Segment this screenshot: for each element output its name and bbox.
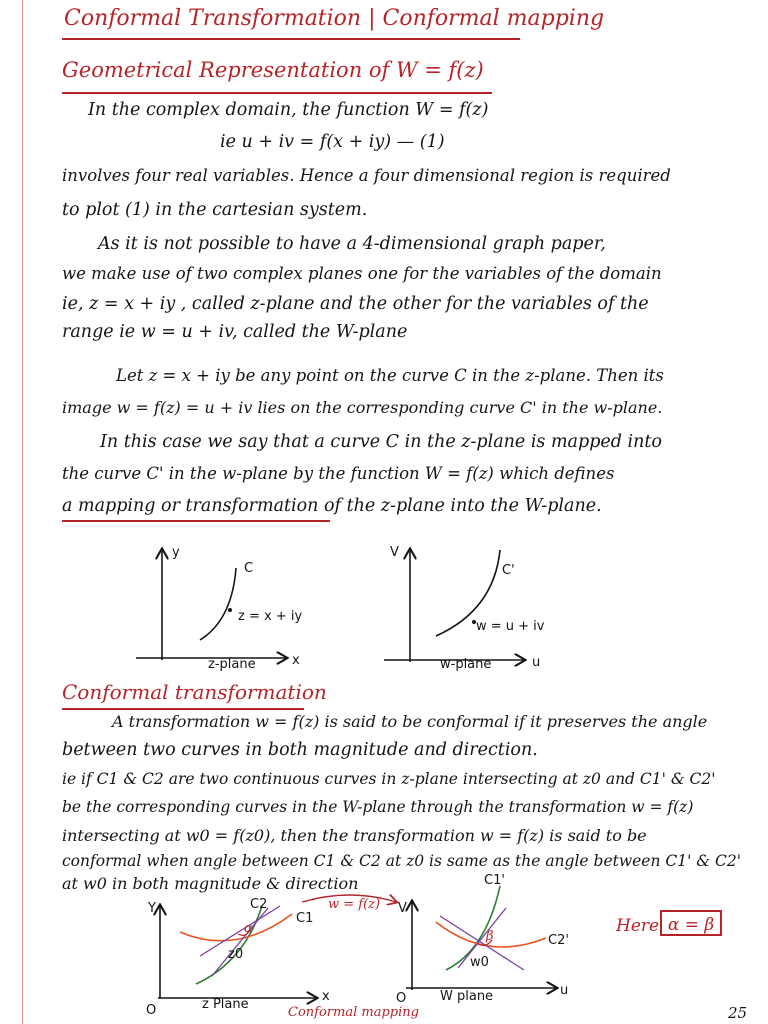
z2-axis-x-label: x [322, 989, 330, 1004]
text-line-9: Let z = x + iy be any point on the curve C in the z-plane. Then its [116, 366, 664, 385]
c2-label: C2 [250, 897, 268, 912]
text-line-5: As it is not possible to have a 4-dimensional graph paper, [98, 234, 606, 254]
text-line-12: the curve C' in the w-plane by the function W = f(z) which defines [62, 464, 615, 483]
text-line-4: to plot (1) in the cartesian system. [62, 200, 368, 220]
text-line-13: a mapping or transformation of the z-plane into the W-plane. [62, 496, 602, 516]
page-subtitle: Geometrical Representation of W = f(z) [62, 58, 484, 82]
mapping-label: w = f(z) [328, 897, 381, 912]
beta-label: β [486, 929, 494, 944]
figure-caption: Conformal mapping [288, 1005, 419, 1020]
w-plane-label: w-plane [440, 657, 492, 672]
z0-label: z0 [228, 947, 244, 962]
z2-origin-label: O [146, 1003, 157, 1018]
text-line-3: involves four real variables. Hence a four dimensional region is required [62, 166, 671, 185]
w0-label: w0 [470, 955, 489, 970]
section-title: Conformal transformation [62, 680, 327, 704]
curve-c-label: C [244, 561, 254, 576]
tangent-c2 [212, 908, 268, 976]
w-plane-angle-graph [396, 873, 569, 1006]
c1-prime-label: C1' [484, 873, 505, 888]
here-equation-box: α = β [660, 910, 722, 936]
conformal-line-1: A transformation w = f(z) is said to be conformal if it preserves the angle [112, 712, 708, 731]
text-line-2: ie u + iv = f(x + iy) — (1) [220, 132, 445, 152]
z-axis-x-label: x [292, 653, 300, 668]
curve-c2 [196, 906, 262, 984]
curve-c-prime-label: C' [502, 563, 515, 578]
w2-axis-u-label: u [560, 983, 569, 998]
conformal-line-2: between two curves in both magnitude and direction. [62, 740, 538, 760]
z-plane-angle-graph [146, 897, 330, 1018]
page-title: Conformal Transformation | Conformal mapping [64, 6, 605, 31]
conformal-line-7: at w0 in both magnitude & direction [62, 874, 359, 893]
text-line-7: ie, z = x + iy , called z-plane and the other for the variables of the [62, 294, 649, 314]
here-label: Here [616, 916, 660, 936]
conformal-line-3: ie if C1 & C2 are two continuous curves in z-plane intersecting at z0 and C1' & C2' [62, 770, 716, 788]
text-line-11: In this case we say that a curve C in the z-plane is mapped into [100, 432, 662, 452]
z-axis-y-label: y [172, 545, 180, 560]
w-axis-u-label: u [532, 655, 541, 670]
w2-plane-label: W plane [440, 989, 494, 1004]
text-line-6: we make use of two complex planes one for the variables of the domain [62, 264, 662, 283]
w-point-label: w = u + iv [476, 619, 545, 634]
z-point-label: z = x + iy [238, 609, 303, 624]
page-number: 25 [728, 1004, 748, 1022]
conformal-line-4: be the corresponding curves in the W-plane through the transformation w = f(z) [62, 798, 694, 816]
text-line-8: range ie w = u + iv, called the W-plane [62, 322, 408, 342]
w2-origin-label: O [396, 991, 407, 1006]
w-axis-v-label: V [390, 545, 399, 560]
curve-c1 [180, 914, 292, 941]
z2-plane-label: z Plane [202, 997, 249, 1012]
text-line-1: In the complex domain, the function W = f(z) [88, 100, 489, 120]
text-line-10: image w = f(z) = u + iv lies on the corresponding curve C' in the w-plane. [62, 398, 663, 417]
conformal-line-6: conformal when angle between C1 & C2 at z0 is same as the angle between C1' & C2' [62, 852, 741, 870]
alpha-label: α [244, 921, 253, 936]
w2-axis-v-label: V [398, 901, 407, 916]
c1-label: C1 [296, 911, 314, 926]
conformal-line-5: intersecting at w0 = f(z0), then the transformation w = f(z) is said to be [62, 826, 647, 845]
z2-axis-y-label: Y [148, 901, 156, 916]
c2-prime-label: C2' [548, 933, 569, 948]
z-plane-label: z-plane [208, 657, 256, 672]
